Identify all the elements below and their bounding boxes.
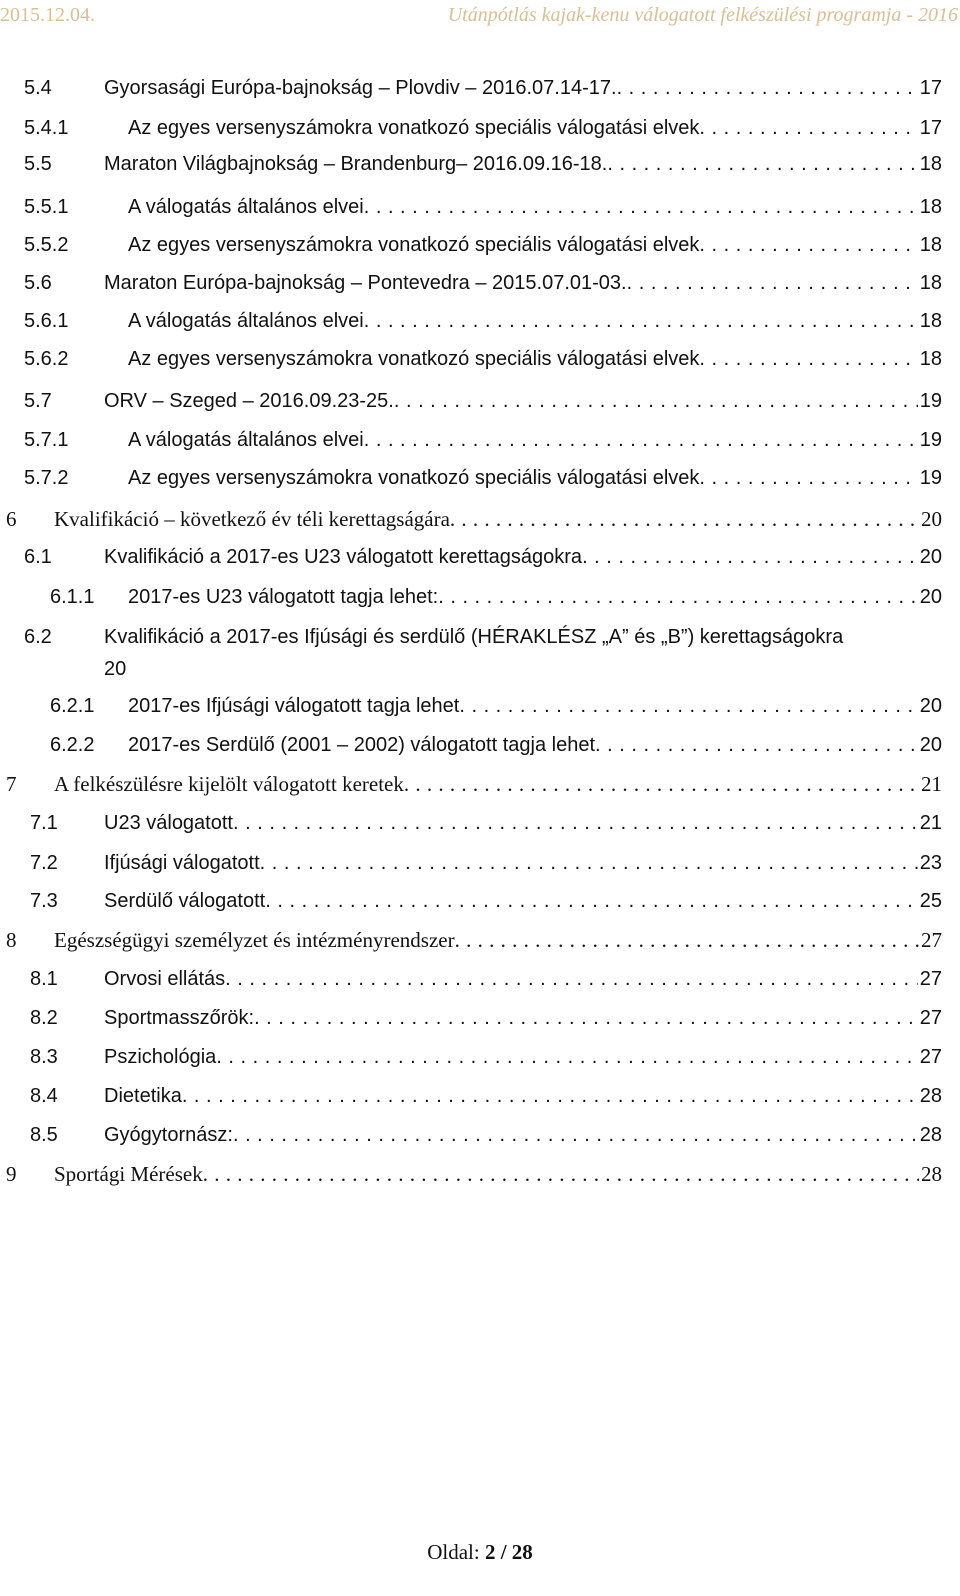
toc-entry[interactable] [0, 886, 960, 916]
toc-leader [225, 964, 918, 994]
toc-entry-number: 8.2 [30, 1007, 58, 1029]
toc-entry-title: Sportmasszőrök: [104, 1007, 255, 1029]
toc-entry[interactable] [0, 386, 960, 416]
toc-entry-title: U23 válogatott [104, 812, 233, 834]
toc-entry-title: Dietetika [104, 1085, 182, 1107]
toc-leader [699, 463, 917, 493]
toc-entry[interactable] [0, 73, 960, 103]
page-header [0, 0, 960, 40]
toc-entry-title: Sportági Mérések [54, 1162, 203, 1186]
toc-entry[interactable] [0, 230, 960, 260]
toc-entry-title: Ifjúsági válogatott [104, 852, 260, 874]
toc-entry[interactable] [0, 925, 960, 955]
toc-entry-number: 5.4.1 [24, 117, 69, 139]
toc-leader [438, 582, 918, 612]
toc-entry[interactable] [0, 622, 960, 684]
toc-entry-title: Kvalifikáció a 2017-es Ifjúsági és serdülő (HÉRAKLÉSZ „A” és „B”) kerettagságokra [104, 626, 844, 648]
toc-entry-page: 20 [919, 695, 942, 717]
toc-entry-number: 5.7.1 [24, 429, 69, 451]
toc-entry-number: 6.2.2 [50, 734, 95, 756]
toc-leader [265, 886, 918, 916]
toc-leader [627, 268, 918, 298]
footer-separator: / [500, 1540, 507, 1564]
toc-entry-page: 18 [919, 348, 942, 370]
toc-entry-title: Serdülő válogatott [104, 890, 266, 912]
toc-entry-number: 5.5.2 [24, 234, 69, 256]
toc-entry-page: 20 [919, 734, 942, 756]
toc-entry[interactable] [0, 1159, 960, 1189]
toc-entry-title: A válogatás általános elvei [128, 310, 364, 332]
toc-entry-number: 5.6.1 [24, 310, 69, 332]
toc-leader [699, 230, 917, 260]
toc-entry-number: 6.2 [24, 626, 52, 648]
toc-entry-title: Orvosi ellátás [104, 968, 226, 990]
toc-entry-page: 18 [919, 196, 942, 218]
toc-entry-page: 20 [919, 586, 942, 608]
toc-entry-number: 5.5 [24, 153, 52, 175]
toc-entry-title: A válogatás általános elvei [128, 196, 364, 218]
toc-entry-page: 20 [104, 658, 127, 680]
toc-leader [233, 1120, 918, 1150]
toc-entry[interactable] [0, 192, 960, 222]
toc-entry-title: Gyorsasági Európa-bajnokság – Plovdiv – 2016.07.14-17. [104, 77, 617, 99]
toc-leader [617, 73, 918, 103]
footer-label: Oldal: [427, 1540, 480, 1564]
toc-entry[interactable] [0, 1120, 960, 1150]
toc-leader [595, 730, 918, 760]
toc-entry-number: 5.7 [24, 390, 52, 412]
toc-entry-page: 19 [919, 429, 942, 451]
footer-page-total: 28 [511, 1540, 533, 1564]
toc-entry-page: 17 [919, 117, 942, 139]
toc-entry-number: 8.3 [30, 1046, 58, 1068]
toc-entry[interactable] [0, 848, 960, 878]
toc-entry-number: 9 [6, 1162, 17, 1186]
toc-entry-number: 5.5.1 [24, 196, 69, 218]
toc-entry-number: 6.2.1 [50, 695, 95, 717]
toc-entry[interactable] [0, 582, 960, 612]
toc-entry-page: 18 [919, 310, 942, 332]
toc-entry-page: 27 [919, 968, 942, 990]
toc-entry-page: 20 [921, 507, 942, 531]
toc-entry-number: 6.1 [24, 546, 52, 568]
toc-leader [260, 848, 918, 878]
toc-entry-title: A felkészülésre kijelölt válogatott keretek [54, 772, 404, 796]
toc-entry[interactable] [0, 542, 960, 572]
toc-entry-title: Gyógytornász: [104, 1124, 233, 1146]
toc-leader [233, 808, 918, 838]
toc-entry-page: 19 [919, 390, 942, 412]
toc-entry-number: 7.1 [30, 812, 58, 834]
header-title: Utánpótlás kajak-kenu válogatott felkészülési programja - 2016 [447, 4, 958, 26]
toc-entry-number: 8.1 [30, 968, 58, 990]
toc-entry-number: 7 [6, 772, 17, 796]
toc-entry[interactable] [0, 344, 960, 374]
toc-entry-page: 18 [919, 153, 942, 175]
toc-entry-title: Az egyes versenyszámokra vonatkozó speciális válogatási elvek [128, 348, 700, 370]
toc-entry-title: Maraton Világbajnokság – Brandenburg– 2016.09.16-18. [104, 153, 608, 175]
toc-leader [459, 691, 917, 721]
toc-leader [216, 1042, 917, 1072]
toc-entry-page: 23 [919, 852, 942, 874]
toc-leader [364, 192, 918, 222]
toc-entry[interactable] [0, 1003, 960, 1033]
toc-entry[interactable] [0, 113, 960, 143]
toc-entry-number: 7.2 [30, 852, 58, 874]
toc-entry-title: Egészségügyi személyzet és intézményrendszer [54, 928, 455, 952]
toc-entry-number: 5.7.2 [24, 467, 69, 489]
toc-entry-page: 18 [919, 272, 942, 294]
toc-entry-page: 17 [919, 77, 942, 99]
page-footer [0, 1540, 960, 1565]
toc-entry-page: 21 [921, 772, 942, 796]
toc-entry-page: 27 [919, 1046, 942, 1068]
toc-entry[interactable] [0, 306, 960, 336]
toc-entry[interactable] [0, 463, 960, 493]
toc-entry-number: 5.4 [24, 77, 52, 99]
toc-entry-title: ORV – Szeged – 2016.09.23-25. [104, 390, 394, 412]
toc-entry[interactable] [0, 808, 960, 838]
toc-entry-page: 20 [919, 546, 942, 568]
toc-leader [699, 113, 917, 143]
toc-leader [254, 1003, 918, 1033]
toc-entry-title: 2017-es Ifjúsági válogatott tagja lehet [128, 695, 460, 717]
toc-entry[interactable] [0, 1042, 960, 1072]
toc-entry-page: 19 [919, 467, 942, 489]
toc-entry-title: 2017-es U23 válogatott tagja lehet: [128, 586, 439, 608]
toc-entry-number: 8 [6, 928, 17, 952]
toc-leader [182, 1081, 918, 1111]
toc-entry-page: 25 [919, 890, 942, 912]
toc-entry-page: 27 [921, 928, 942, 952]
toc-entry[interactable] [0, 1081, 960, 1111]
toc-entry-title: Kvalifikáció – következő év téli kerettagságára [54, 507, 450, 531]
toc-leader [607, 149, 917, 179]
toc-entry-number: 8.4 [30, 1085, 58, 1107]
header-date: 2015.12.04. [0, 4, 95, 26]
toc-entry-title: Az egyes versenyszámokra vonatkozó speciális válogatási elvek [128, 117, 700, 139]
toc-entry[interactable] [0, 964, 960, 994]
toc-entry-number: 5.6.2 [24, 348, 69, 370]
toc-entry[interactable] [0, 149, 960, 179]
toc-leader [699, 344, 917, 374]
toc-entry-title: A válogatás általános elvei [128, 429, 364, 451]
toc-entry-page: 21 [919, 812, 942, 834]
toc-entry-page: 27 [919, 1007, 942, 1029]
toc-entry-title: Az egyes versenyszámokra vonatkozó speciális válogatási elvek [128, 234, 700, 256]
toc-entry-number: 6.1.1 [50, 586, 95, 608]
toc-entry[interactable] [0, 425, 960, 455]
toc-entry[interactable] [0, 769, 960, 799]
toc-leader [450, 504, 919, 534]
toc-entry-number: 8.5 [30, 1124, 58, 1146]
toc-entry[interactable] [0, 504, 960, 534]
toc-leader [455, 925, 919, 955]
toc-entry-page: 28 [919, 1085, 942, 1107]
toc-leader [203, 1159, 919, 1189]
toc-entry-title: Az egyes versenyszámokra vonatkozó speciális válogatási elvek [128, 467, 700, 489]
toc-leader [582, 542, 918, 572]
toc-leader [404, 769, 919, 799]
toc-entry[interactable] [0, 691, 960, 721]
toc-entry-number: 7.3 [30, 890, 58, 912]
toc-entry[interactable] [0, 730, 960, 760]
toc-leader [364, 425, 918, 455]
toc-entry-title: Pszichológia [104, 1046, 217, 1068]
toc-leader [394, 386, 918, 416]
toc-entry-title: 2017-es Serdülő (2001 – 2002) válogatott tagja lehet [128, 734, 596, 756]
toc-entry-page: 18 [919, 234, 942, 256]
toc-entry-title: Maraton Európa-bajnokság – Pontevedra – 2015.07.01-03. [104, 272, 627, 294]
toc-entry-title: Kvalifikáció a 2017-es U23 válogatott kerettagságokra [104, 546, 583, 568]
footer-page-number: 2 [484, 1540, 496, 1564]
toc-leader [364, 306, 918, 336]
toc-entry[interactable] [0, 268, 960, 298]
toc-entry-page: 28 [921, 1162, 942, 1186]
toc-entry-number: 5.6 [24, 272, 52, 294]
toc-entry-page: 28 [919, 1124, 942, 1146]
toc-entry-number: 6 [6, 507, 17, 531]
